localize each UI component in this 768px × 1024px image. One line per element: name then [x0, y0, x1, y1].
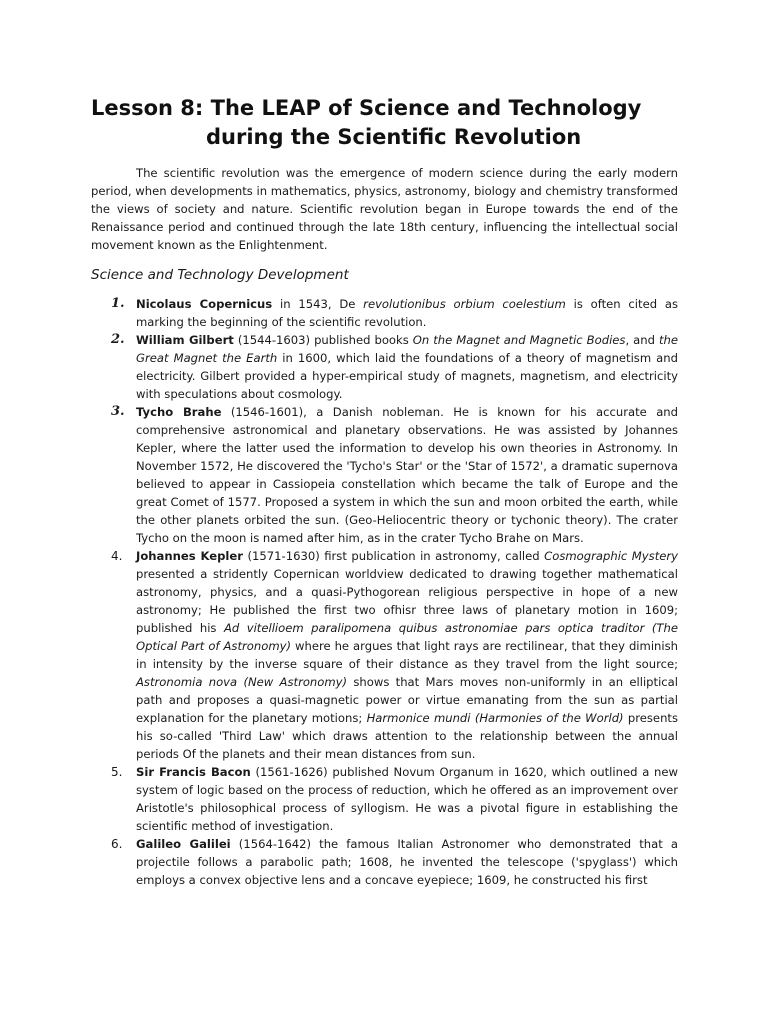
page-title: [0, 94, 768, 152]
item-number: 3.: [111, 404, 125, 419]
item-title-italic: the Great Magnet the Earth: [136, 333, 678, 365]
title-line-1: Lesson 8: The LEAP of Science and Technology: [91, 96, 642, 120]
list-item: [91, 763, 678, 835]
list-item: [91, 547, 678, 763]
item-name: Nicolaus Copernicus: [136, 297, 273, 311]
item-name: William Gilbert: [136, 333, 234, 347]
item-title-italic: Cosmographic Mystery: [544, 549, 679, 563]
item-text: (1544-1603) published books: [233, 333, 413, 347]
title-line-2: during the Scientific Revolution: [206, 125, 582, 149]
item-title-italic: Ad vitellioem paralipomena quibus astronomiae pars optica traditor (The Optical Part of Astronomy): [136, 621, 678, 653]
item-number: 6.: [111, 837, 123, 851]
item-text: in 1600, which laid the foundations of a theory of magnetism and electricity. Gilbert provided a hyper-empirical study of magnets, magnetism, and electricity with speculations about cosmology.: [136, 351, 678, 401]
item-text: (1571-1630) first publication in astronomy, called: [242, 549, 545, 563]
item-title-italic: Astronomia nova (New Astronomy): [136, 675, 348, 689]
item-number: 2.: [111, 332, 125, 347]
item-number: 4.: [111, 549, 123, 563]
item-text: is often cited as marking the beginning of the scientific revolution.: [136, 297, 678, 329]
item-title-italic: revolutionibus orbium coelestium: [363, 297, 566, 311]
list-item: [91, 403, 678, 547]
item-name: Galileo Galilei: [136, 837, 231, 851]
item-name: Sir Francis Bacon: [136, 765, 251, 779]
item-text: , and: [625, 333, 659, 347]
section-heading: Science and Technology Development: [91, 267, 349, 283]
item-title-italic: Harmonice mundi (Harmonies of the World): [366, 711, 624, 725]
intro-paragraph: The scientific revolution was the emergence of modern science during the early modern period, when developments in mathematics, physics, astronomy, biology and chemistry transformed the views of society and nature. Scientific revolution began in Europe towards the end of the Renaissance period and continued through the late 18th century, influencing the intellectual social movement known as the Enlightenment.: [91, 166, 679, 252]
item-text: where he argues that light rays are rectilinear, that they diminish in intensity by the inverse square of their distance as they travel from the light source;: [136, 639, 679, 671]
item-number: 1.: [111, 296, 125, 311]
item-name: Johannes Kepler: [136, 549, 243, 563]
item-name: Tycho Brahe: [136, 405, 222, 419]
item-text: (1564-1642) the famous Italian Astronomer who demonstrated that a projectile follows a parabolic path; 1608, he invented the telescope ('spyglass') which employs a convex objective lens and a concave eyepiece; 1609, he constructed his first: [136, 837, 678, 887]
item-title-italic: On the Magnet and Magnetic Bodies: [412, 333, 626, 347]
item-text: (1561-1626) published Novum Organum in 1620, which outlined a new system of logic based on the process of reduction, which he offered as an improvement over Aristotle's philosophical process of syllogism. He was a pivotal figure in establishing the scientific method of investigation.: [136, 765, 679, 833]
item-text: in 1543, De: [272, 297, 364, 311]
item-text: shows that Mars moves non-uniformly in an elliptical path and proposes a quasi-magnetic power or virtue emanating from the sun as partial explanation for the planetary motions;: [136, 675, 678, 725]
list-item: [91, 331, 678, 403]
development-list: [91, 295, 678, 889]
list-item: [91, 835, 678, 889]
item-text: presents his so-called 'Third Law' which draws attention to the relationship between the annual periods Of the planets and their mean distances from sun.: [136, 711, 679, 761]
item-number: 5.: [111, 765, 123, 779]
list-item: [91, 295, 678, 331]
item-text: (1546-1601), a Danish nobleman. He is known for his accurate and comprehensive astronomical and planetary observations. He was assisted by Johannes Kepler, where the latter used the information to develop his own theories in Astronomy. In November 1572, He discovered the 'Tycho's Star' or the 'Star of 1572', a dramatic supernova believed to appear in Cassiopeia constellation which became the talk of Europe and the great Comet of 1577. Proposed a system in which the sun and moon orbited the earth, while the other planets orbited the sun. (Geo-Heliocentric theory or tychonic theory). The crater Tycho on the moon is named after him, as in the crater Tycho Brahe on Mars.: [136, 405, 679, 545]
item-text: presented a stridently Copernican worldview dedicated to drawing together mathematical astronomy, physics, and a quasi-Pythogorean religious perspective in hope of a new astronomy; He published the first two ofhisr three laws of planetary motion in 1609; published his: [136, 567, 678, 635]
